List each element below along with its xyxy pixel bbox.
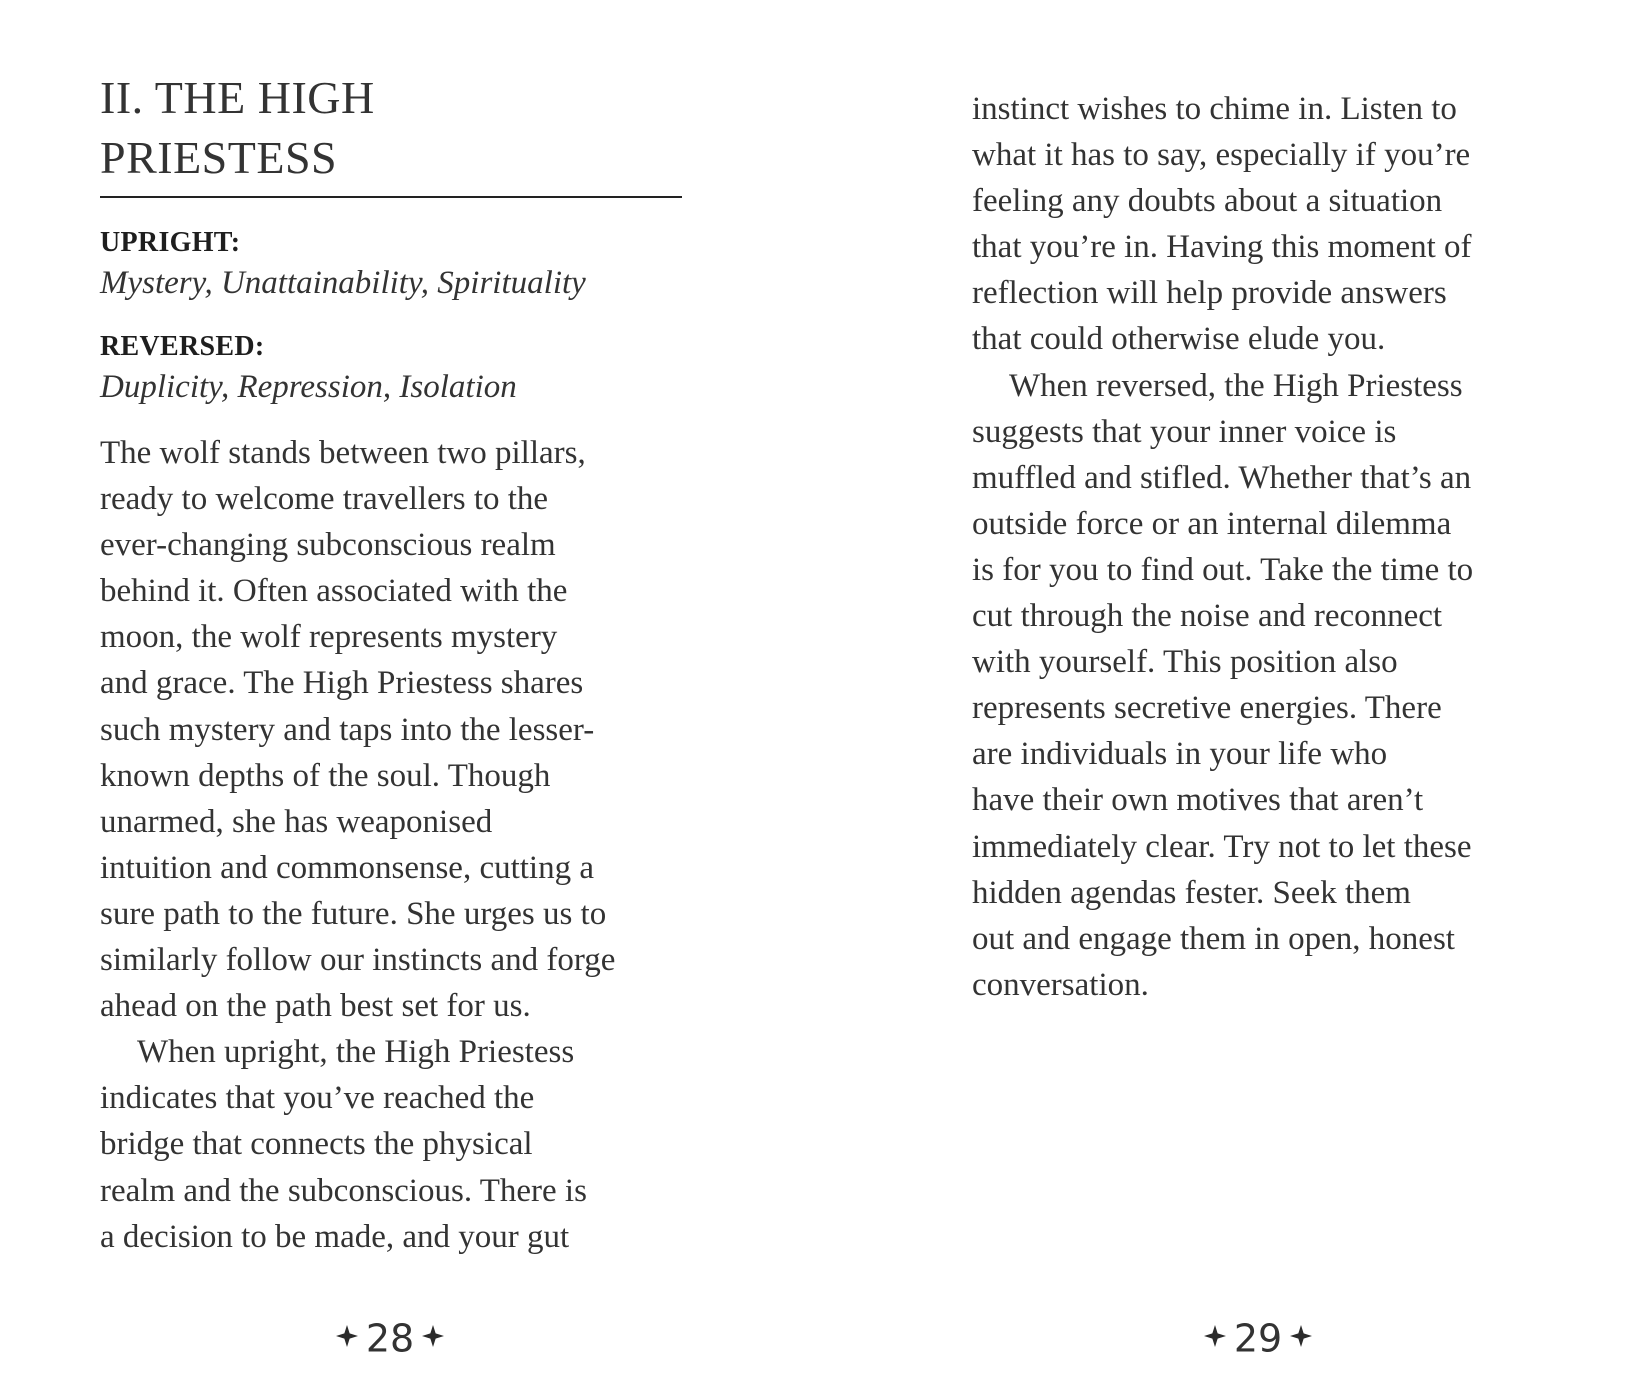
right-body-text (972, 86, 1572, 1008)
text-line: ready to welcome travellers to the (100, 481, 549, 518)
left-body-text (100, 430, 700, 1260)
text-line: When upright, the High Priestess (137, 1034, 575, 1071)
text-line: sure path to the future. She urges us to (100, 895, 607, 932)
title-line: PRIESTESS (100, 132, 338, 183)
text-line: known depths of the soul. Though (100, 757, 551, 794)
text-line: reflection will help provide answers (972, 275, 1447, 312)
text-line: immediately clear. Try not to let these (972, 828, 1472, 865)
text-line: similarly follow our instincts and forge (100, 942, 616, 979)
text-line: suggests that your inner voice is (972, 413, 1397, 450)
text-line: and grace. The High Priestess shares (100, 665, 584, 702)
text-line: that could otherwise elude you. (972, 321, 1386, 358)
title-divider (100, 196, 682, 198)
text-line: intuition and commonsense, cutting a (100, 849, 595, 886)
text-line: a decision to be made, and your gut (100, 1218, 570, 1255)
text-line: realm and the subconscious. There is (100, 1172, 587, 1209)
text-line: When reversed, the High Priestess (1009, 367, 1463, 404)
four-point-star-icon (1290, 1325, 1312, 1347)
four-point-star-icon (336, 1325, 358, 1347)
text-line: are individuals in your life who (972, 736, 1388, 773)
text-line: have their own motives that aren’t (972, 782, 1424, 819)
text-line: what it has to say, especially if you’re (972, 137, 1471, 174)
text-line: that you’re in. Having this moment of (972, 229, 1472, 266)
text-line: conversation. (972, 966, 1149, 1003)
four-point-star-icon (422, 1325, 444, 1347)
text-line: muffled and stifled. Whether that’s an (972, 459, 1472, 496)
text-line: unarmed, she has weaponised (100, 803, 493, 840)
upright-label: UPRIGHT: (100, 227, 241, 258)
upright-meaning (100, 224, 700, 304)
text-line: with yourself. This position also (972, 644, 1398, 681)
page-number-left (290, 1314, 490, 1361)
text-line: cut through the noise and reconnect (972, 598, 1443, 635)
text-line: is for you to find out. Take the time to (972, 551, 1474, 588)
page-number-right (1158, 1314, 1358, 1361)
reversed-label: REVERSED: (100, 331, 265, 362)
text-line: feeling any doubts about a situation (972, 183, 1443, 220)
page-number: 29 (1233, 1316, 1283, 1361)
text-line: bridge that connects the physical (100, 1126, 533, 1163)
text-line: instinct wishes to chime in. Listen to (972, 91, 1457, 127)
card-title (100, 68, 680, 188)
title-line: II. THE HIGH (100, 72, 375, 123)
reversed-keywords: Duplicity, Repression, Isolation (100, 369, 517, 405)
text-line: represents secretive energies. There (972, 690, 1442, 727)
text-line: outside force or an internal dilemma (972, 505, 1452, 542)
four-point-star-icon (1204, 1325, 1226, 1347)
reversed-meaning (100, 328, 700, 408)
text-line: moon, the wolf represents mystery (100, 619, 558, 656)
page-number: 28 (365, 1316, 415, 1361)
text-line: hidden agendas fester. Seek them (972, 874, 1411, 911)
text-line: out and engage them in open, honest (972, 920, 1455, 957)
text-line: indicates that you’ve reached the (100, 1080, 535, 1117)
text-line: The wolf stands between two pillars, (100, 435, 586, 471)
upright-keywords: Mystery, Unattainability, Spirituality (100, 265, 586, 301)
text-line: such mystery and taps into the lesser- (100, 711, 595, 748)
text-line: behind it. Often associated with the (100, 573, 568, 610)
text-line: ever-changing subconscious realm (100, 527, 556, 564)
text-line: ahead on the path best set for us. (100, 988, 531, 1025)
